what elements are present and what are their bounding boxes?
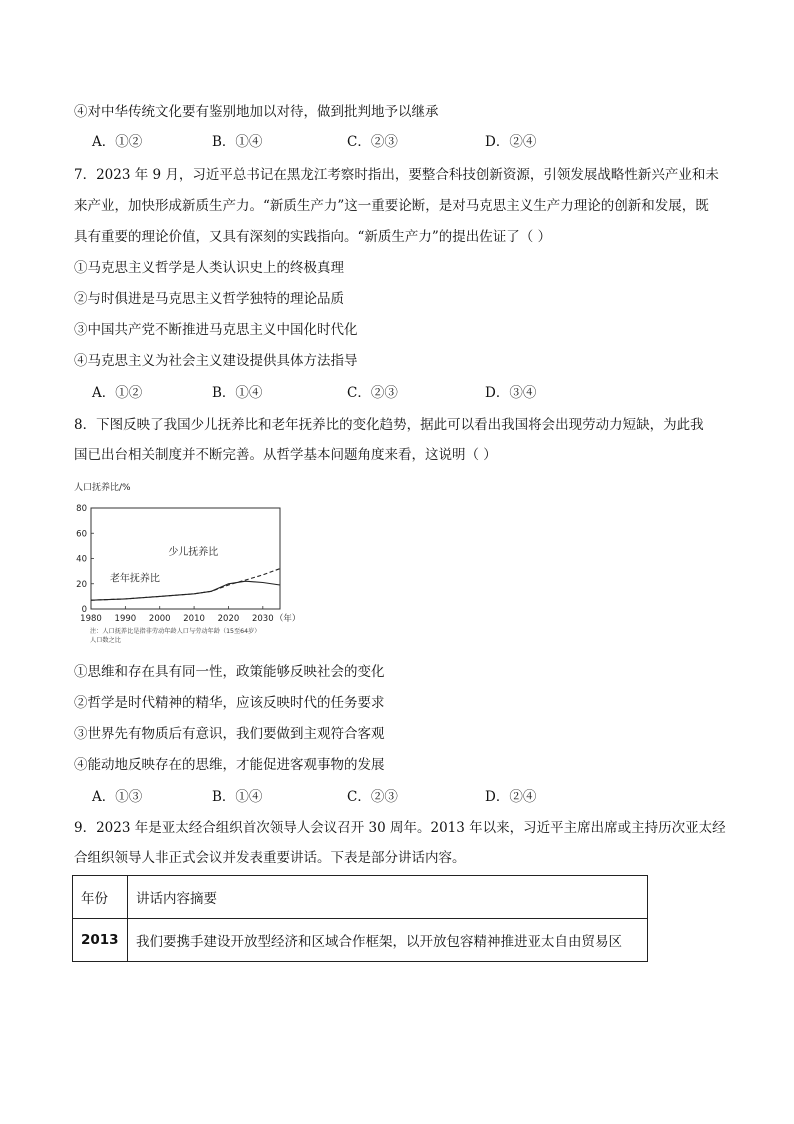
q7-stem-line-3: 具有重要的理论价值，又具有深刻的实践指向。“新质生产力”的提出佐证了（ ） (74, 229, 552, 245)
chart-ytick-label: 80 (76, 504, 87, 514)
q6-statement-4: ④对中华传统文化要有鉴别地加以对待，做到批判地予以继承 (74, 104, 439, 120)
q7-statement-1: ①马克思主义哲学是人类认识史上的终极真理 (74, 260, 344, 276)
chart-xtick-label: 2000 (148, 614, 171, 624)
chart-ytick-label: 60 (76, 529, 87, 540)
q8-option-a[interactable]: A．①③ (92, 789, 143, 805)
q7-option-a[interactable]: A．①② (92, 385, 143, 401)
chart-xtick-label: 1990 (114, 614, 137, 624)
q9-stem-line-2: 合组织领导人非正式会议并发表重要讲话。下表是部分讲话内容。 (74, 850, 466, 866)
chart-xtick-label: 2030 (251, 614, 274, 624)
q6-option-b[interactable]: B．①④ (212, 134, 263, 150)
chart-ytick-label: 0 (81, 605, 87, 615)
table-row (73, 919, 648, 962)
table-header-row (73, 876, 648, 919)
q7-stem-line-2: 来产业，加快形成新质生产力。“新质生产力”这一重要论断，是对马克思主义生产力理论的创新和发展，既 (74, 198, 709, 214)
q8-options (92, 787, 612, 807)
q7-stem-line-1: 7．2023 年 9 月，习近平总书记在黑龙江考察时指出，要整合科技创新资源，引领发展战略性新兴产业和未 (74, 167, 719, 183)
header-summary: 讲话内容摘要 (128, 876, 648, 919)
q8-statement-4: ④能动地反映存在的思维，才能促进客观事物的发展 (74, 757, 385, 773)
q8-stem-line-2: 国已出台相关制度并不断完善。从哲学基本问题角度来看，这说明（ ） (74, 447, 497, 463)
q6-option-d[interactable]: D．②④ (485, 134, 537, 150)
chart-xlabel: （年） (274, 614, 301, 624)
q9-stem-line-1: 9．2023 年是亚太经合组织首次领导人会议召开 30 周年。2013 年以来，习近平主席出席或主持历次亚太经 (74, 820, 726, 836)
header-year: 年份 (73, 876, 128, 919)
q8-option-d[interactable]: D．②④ (485, 789, 537, 805)
row-year: 2013 (73, 919, 128, 962)
q7-options (92, 383, 612, 403)
chart-ytick-label: 40 (76, 554, 87, 565)
chart-frame (91, 508, 280, 609)
chart-xtick-label: 1980 (80, 614, 102, 624)
chart-xtick-label: 2020 (217, 614, 240, 624)
q8-option-c[interactable]: C．②③ (347, 789, 398, 805)
chart-svg (70, 478, 330, 653)
q8-option-b[interactable]: B．①④ (212, 789, 263, 805)
chart-ylabel: 人口抚养比/% (74, 483, 131, 493)
q6-option-c[interactable]: C．②③ (347, 134, 398, 150)
q7-option-b[interactable]: B．①④ (212, 385, 263, 401)
chart-note-line-2: 人口数之比 (90, 637, 121, 644)
chart-note-line-1: 注：人口抚养比是指非劳动年龄人口与劳动年龄（15至64岁） (90, 628, 261, 635)
q7-option-d[interactable]: D．③④ (485, 385, 537, 401)
q7-statement-2: ②与时俱进是马克思主义哲学独特的理论品质 (74, 291, 344, 307)
row-summary: 我们要携手建设开放型经济和区域合作框架，以开放包容精神推进亚太自由贸易区 (128, 919, 648, 962)
speech-table (72, 875, 648, 962)
q8-statement-3: ③世界先有物质后有意识，我们要做到主观符合客观 (74, 726, 385, 742)
q6-options (92, 132, 612, 152)
q7-statement-4: ④马克思主义为社会主义建设提供具体方法指导 (74, 353, 358, 369)
dependency-ratio-chart (70, 478, 330, 653)
chart-label-child-ratio: 少儿抚养比 (168, 546, 219, 558)
q8-statement-1: ①思维和存在具有同一性，政策能够反映社会的变化 (74, 664, 385, 680)
q8-stem-line-1: 8．下图反映了我国少儿抚养比和老年抚养比的变化趋势，据此可以看出我国将会出现劳动力短缺，为此我 (74, 417, 704, 433)
q7-option-c[interactable]: C．②③ (347, 385, 398, 401)
chart-xtick-label: 2010 (183, 614, 205, 624)
q8-statement-2: ②哲学是时代精神的精华，应该反映时代的任务要求 (74, 695, 385, 711)
chart-ytick-label: 20 (76, 579, 87, 590)
chart-label-elderly-ratio: 老年抚养比 (109, 573, 160, 585)
q7-statement-3: ③中国共产党不断推进马克思主义中国化时代化 (74, 322, 358, 338)
q6-option-a[interactable]: A．①② (92, 134, 143, 150)
